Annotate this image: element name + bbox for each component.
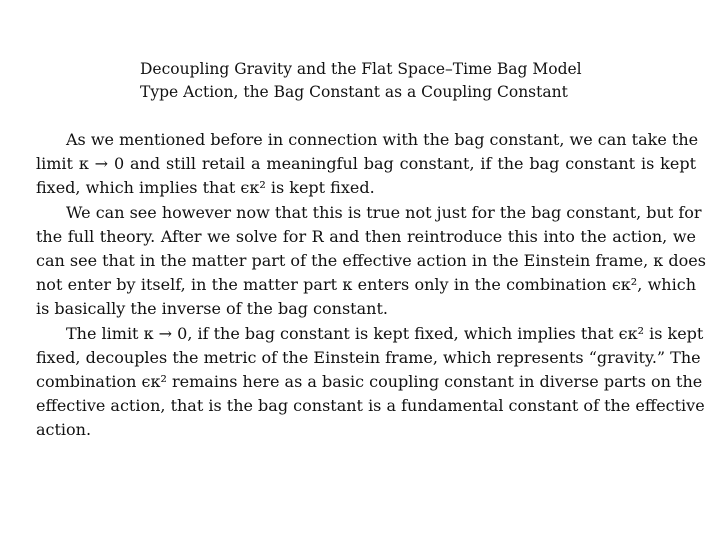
paragraph-3 (36, 322, 705, 443)
text-line: can see that in the matter part of the effective action in the Einstein frame, κ does (36, 251, 706, 271)
text-line: As we mentioned before in connection with the bag constant, we can take the (66, 130, 699, 149)
text-line: The limit κ → 0, if the bag constant is kept fixed, which implies that ϵκ² is kept (66, 323, 704, 343)
text-line: combination ϵκ² remains here as a basic coupling constant in diverse parts on the (36, 372, 703, 392)
text-line: not enter by itself, in the matter part κ enters only in the combination ϵκ², which (36, 275, 696, 295)
section-title (140, 58, 700, 104)
text-line: We can see however now that this is true not just for the bag constant, but for (66, 202, 702, 222)
text-line: fixed, decouples the metric of the Einstein frame, which represents “gravity.” The (36, 347, 701, 367)
paragraph-2 (36, 201, 706, 322)
text-line: limit κ → 0 and still retail a meaningful bag constant, if the bag constant is kept (36, 154, 696, 174)
text-line: effective action, that is the bag constant is a fundamental constant of the effective (36, 396, 705, 416)
text-line: fixed, which implies that ϵκ² is kept fixed. (36, 178, 375, 198)
title-line-1: Decoupling Gravity and the Flat Space–Time Bag Model (140, 60, 582, 78)
title-line-2: Type Action, the Bag Constant as a Coupling Constant (140, 83, 568, 101)
paragraph-1 (36, 128, 699, 201)
text-line: the full theory. After we solve for R and then reintroduce this into the action, we (36, 226, 696, 246)
text-line: action. (36, 420, 92, 440)
body-text (36, 128, 706, 443)
text-line: is basically the inverse of the bag constant. (36, 299, 388, 319)
